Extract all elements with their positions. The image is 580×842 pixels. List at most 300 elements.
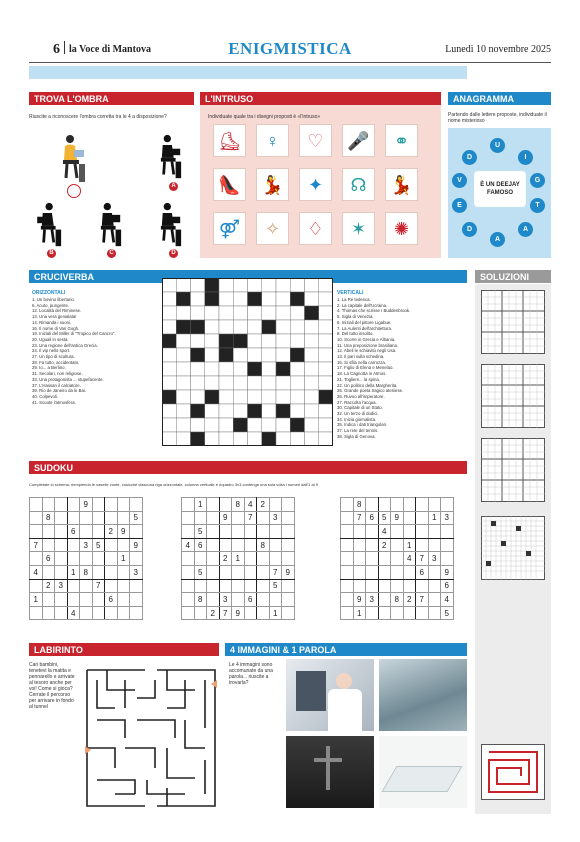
sudoku-cell[interactable]	[441, 525, 454, 539]
sudoku-cell[interactable]	[55, 538, 68, 552]
sudoku-cell[interactable]	[244, 565, 257, 579]
sudoku-cell[interactable]: 4	[378, 525, 391, 539]
crossword-cell[interactable]	[176, 292, 190, 306]
sudoku-cell[interactable]	[117, 579, 130, 593]
sudoku-cell[interactable]	[366, 498, 379, 512]
sudoku-cell[interactable]	[55, 525, 68, 539]
sudoku-cell[interactable]	[403, 606, 416, 620]
sudoku-cell[interactable]	[30, 511, 43, 525]
sudoku-cell[interactable]	[428, 593, 441, 607]
sudoku-cell[interactable]: 4	[30, 565, 43, 579]
sudoku-cell[interactable]	[130, 498, 143, 512]
crossword-cell[interactable]	[319, 278, 333, 292]
sudoku-cell[interactable]	[341, 552, 354, 566]
crossword-cell[interactable]	[262, 278, 276, 292]
sudoku-cell[interactable]	[391, 498, 404, 512]
sudoku-cell[interactable]	[282, 593, 295, 607]
sudoku-cell[interactable]: 7	[30, 538, 43, 552]
sudoku-cell[interactable]	[428, 538, 441, 552]
sudoku-cell[interactable]	[441, 498, 454, 512]
sudoku-cell[interactable]	[416, 498, 429, 512]
crossword-cell[interactable]	[233, 376, 247, 390]
crossword-cell[interactable]	[262, 320, 276, 334]
crossword-cell[interactable]	[290, 306, 304, 320]
sudoku-cell[interactable]	[366, 565, 379, 579]
crossword-cell[interactable]	[248, 334, 262, 348]
sudoku-cell[interactable]: 7	[353, 511, 366, 525]
pole-dancer-icon[interactable]: ♀	[256, 124, 289, 157]
crossword-cell[interactable]	[205, 376, 219, 390]
crossword-cell[interactable]	[319, 348, 333, 362]
sudoku-grid-1[interactable]	[29, 497, 143, 620]
sudoku-cell[interactable]	[403, 525, 416, 539]
sudoku-cell[interactable]	[366, 525, 379, 539]
sudoku-cell[interactable]	[194, 552, 207, 566]
sudoku-cell[interactable]	[341, 565, 354, 579]
dance-shoe-icon[interactable]: 👠	[213, 168, 246, 201]
sudoku-cell[interactable]	[42, 498, 55, 512]
sudoku-cell[interactable]	[207, 593, 220, 607]
crossword-cell[interactable]	[162, 404, 176, 418]
skater-icon[interactable]: ⛸	[213, 124, 246, 157]
crossword-cell[interactable]	[290, 348, 304, 362]
sudoku-cell[interactable]: 3	[80, 538, 93, 552]
option-d-badge[interactable]: D	[169, 249, 178, 258]
sudoku-cell[interactable]: 5	[441, 606, 454, 620]
crossword-cell[interactable]	[290, 292, 304, 306]
jumping-dancer-icon[interactable]: ✶	[342, 212, 375, 245]
sudoku-cell[interactable]	[269, 525, 282, 539]
sudoku-cell[interactable]	[257, 565, 270, 579]
sudoku-cell[interactable]: 6	[416, 565, 429, 579]
sudoku-cell[interactable]	[282, 552, 295, 566]
sudoku-cell[interactable]	[130, 593, 143, 607]
sudoku-cell[interactable]	[282, 606, 295, 620]
sudoku-cell[interactable]	[378, 552, 391, 566]
sudoku-cell[interactable]	[244, 579, 257, 593]
sudoku-cell[interactable]	[403, 498, 416, 512]
sudoku-cell[interactable]: 9	[219, 511, 232, 525]
sudoku-cell[interactable]	[269, 538, 282, 552]
sudoku-cell[interactable]	[269, 552, 282, 566]
crossword-cell[interactable]	[162, 432, 176, 446]
crossword-cell[interactable]	[319, 376, 333, 390]
crossword-cell[interactable]	[305, 348, 319, 362]
sudoku-cell[interactable]: 5	[92, 538, 105, 552]
crossword-cell[interactable]	[276, 362, 290, 376]
crossword-cell[interactable]	[262, 432, 276, 446]
crossword-cell[interactable]	[191, 320, 205, 334]
sudoku-cell[interactable]	[269, 498, 282, 512]
sudoku-cell[interactable]	[207, 579, 220, 593]
sudoku-cell[interactable]: 9	[117, 525, 130, 539]
sudoku-cell[interactable]: 7	[219, 606, 232, 620]
sudoku-cell[interactable]	[232, 511, 245, 525]
sudoku-cell[interactable]: 3	[366, 593, 379, 607]
sudoku-cell[interactable]	[42, 606, 55, 620]
sudoku-cell[interactable]	[92, 498, 105, 512]
sudoku-cell[interactable]	[105, 606, 118, 620]
sudoku-cell[interactable]	[92, 606, 105, 620]
crossword-cell[interactable]	[219, 292, 233, 306]
sudoku-cell[interactable]	[42, 538, 55, 552]
ballerina-icon[interactable]: ✦	[299, 168, 332, 201]
crossword-cell[interactable]	[205, 404, 219, 418]
sudoku-cell[interactable]	[182, 525, 195, 539]
sudoku-cell[interactable]: 7	[92, 579, 105, 593]
sudoku-cell[interactable]	[67, 511, 80, 525]
crossword-cell[interactable]	[205, 278, 219, 292]
crossword-cell[interactable]	[276, 292, 290, 306]
crossword-cell[interactable]	[233, 306, 247, 320]
sudoku-cell[interactable]	[341, 593, 354, 607]
sudoku-cell[interactable]: 9	[441, 565, 454, 579]
sudoku-cell[interactable]: 7	[269, 565, 282, 579]
sudoku-cell[interactable]	[67, 552, 80, 566]
sudoku-cell[interactable]	[232, 565, 245, 579]
crossword-cell[interactable]	[233, 362, 247, 376]
crossword-cell[interactable]	[219, 432, 233, 446]
sudoku-cell[interactable]: 5	[269, 579, 282, 593]
sudoku-cell[interactable]	[403, 565, 416, 579]
crossword-cell[interactable]	[319, 404, 333, 418]
sudoku-cell[interactable]	[282, 579, 295, 593]
sudoku-cell[interactable]	[219, 525, 232, 539]
leaping-dancer-icon[interactable]: ✺	[385, 212, 418, 245]
crossword-cell[interactable]	[176, 348, 190, 362]
sudoku-cell[interactable]: 2	[257, 498, 270, 512]
crossword-cell[interactable]	[191, 404, 205, 418]
crossword-cell[interactable]	[248, 432, 262, 446]
sudoku-cell[interactable]	[416, 511, 429, 525]
sudoku-cell[interactable]	[117, 538, 130, 552]
sudoku-cell[interactable]	[282, 525, 295, 539]
sudoku-cell[interactable]: 4	[441, 593, 454, 607]
sudoku-cell[interactable]	[130, 606, 143, 620]
sudoku-cell[interactable]	[105, 511, 118, 525]
crossword-cell[interactable]	[276, 320, 290, 334]
crossword-cell[interactable]	[205, 306, 219, 320]
sudoku-cell[interactable]	[207, 498, 220, 512]
crossword-cell[interactable]	[191, 292, 205, 306]
crossword-cell[interactable]	[276, 390, 290, 404]
sudoku-cell[interactable]: 7	[416, 593, 429, 607]
sudoku-cell[interactable]	[182, 511, 195, 525]
sudoku-cell[interactable]: 3	[428, 552, 441, 566]
sudoku-cell[interactable]	[244, 525, 257, 539]
crossword-cell[interactable]	[290, 362, 304, 376]
sudoku-cell[interactable]	[42, 565, 55, 579]
crossword-cell[interactable]	[290, 376, 304, 390]
dancing-couple-icon[interactable]: ⚭	[385, 124, 418, 157]
crossword-cell[interactable]	[162, 376, 176, 390]
sudoku-cell[interactable]: 1	[403, 538, 416, 552]
sudoku-cell[interactable]: 9	[282, 565, 295, 579]
crossword-cell[interactable]	[233, 334, 247, 348]
sudoku-cell[interactable]: 1	[428, 511, 441, 525]
crossword-cell[interactable]	[162, 278, 176, 292]
crossword-cell[interactable]	[176, 320, 190, 334]
crossword-cell[interactable]	[219, 348, 233, 362]
sudoku-cell[interactable]	[182, 552, 195, 566]
crossword-cell[interactable]	[219, 278, 233, 292]
sudoku-cell[interactable]	[30, 579, 43, 593]
sudoku-cell[interactable]: 9	[391, 511, 404, 525]
sudoku-cell[interactable]	[117, 565, 130, 579]
sudoku-cell[interactable]	[341, 511, 354, 525]
ballet-shoes-icon[interactable]: ♡	[299, 124, 332, 157]
crossword-cell[interactable]	[305, 278, 319, 292]
dance-couple-blue-icon[interactable]: ⚤	[213, 212, 246, 245]
crossword-cell[interactable]	[290, 390, 304, 404]
crossword-cell[interactable]	[290, 334, 304, 348]
crossword-cell[interactable]	[262, 376, 276, 390]
sudoku-cell[interactable]	[244, 606, 257, 620]
sudoku-cell[interactable]: 4	[182, 538, 195, 552]
crossword-cell[interactable]	[191, 348, 205, 362]
sudoku-cell[interactable]: 5	[194, 525, 207, 539]
sudoku-cell[interactable]	[416, 525, 429, 539]
sudoku-cell[interactable]	[182, 606, 195, 620]
sudoku-cell[interactable]: 8	[391, 593, 404, 607]
flamenco-dancer-icon[interactable]: 💃	[385, 168, 418, 201]
crossword-cell[interactable]	[219, 376, 233, 390]
crossword-cell[interactable]	[191, 362, 205, 376]
sudoku-cell[interactable]	[105, 538, 118, 552]
sudoku-cell[interactable]: 3	[269, 511, 282, 525]
sudoku-cell[interactable]: 9	[353, 593, 366, 607]
crossword-cell[interactable]	[191, 376, 205, 390]
sudoku-cell[interactable]	[67, 579, 80, 593]
sudoku-cell[interactable]: 6	[42, 552, 55, 566]
crossword-cell[interactable]	[248, 404, 262, 418]
crossword-cell[interactable]	[176, 334, 190, 348]
sudoku-cell[interactable]	[182, 498, 195, 512]
sudoku-cell[interactable]	[441, 538, 454, 552]
crossword-cell[interactable]	[233, 348, 247, 362]
crossword-cell[interactable]	[305, 334, 319, 348]
sudoku-cell[interactable]	[403, 579, 416, 593]
crossword-cell[interactable]	[176, 362, 190, 376]
sudoku-cell[interactable]	[244, 552, 257, 566]
crossword-cell[interactable]	[248, 292, 262, 306]
crossword-cell[interactable]	[205, 292, 219, 306]
sudoku-grid-3[interactable]	[340, 497, 454, 620]
sudoku-cell[interactable]	[257, 552, 270, 566]
sudoku-cell[interactable]	[194, 606, 207, 620]
sudoku-cell[interactable]: 6	[194, 538, 207, 552]
sudoku-cell[interactable]	[80, 579, 93, 593]
sudoku-cell[interactable]	[80, 552, 93, 566]
sudoku-cell[interactable]	[67, 538, 80, 552]
crossword-grid[interactable]	[162, 278, 333, 446]
crossword-cell[interactable]	[219, 334, 233, 348]
crossword-cell[interactable]	[276, 376, 290, 390]
sudoku-cell[interactable]: 8	[80, 565, 93, 579]
crossword-cell[interactable]	[276, 334, 290, 348]
sudoku-cell[interactable]: 1	[269, 606, 282, 620]
crossword-cell[interactable]	[162, 306, 176, 320]
sudoku-cell[interactable]	[282, 498, 295, 512]
sudoku-cell[interactable]	[80, 593, 93, 607]
sudoku-cell[interactable]	[366, 552, 379, 566]
sudoku-cell[interactable]	[207, 525, 220, 539]
sudoku-cell[interactable]	[232, 579, 245, 593]
contemporary-dancer-icon[interactable]: ✧	[256, 212, 289, 245]
microphone-icon[interactable]: 🎤	[342, 124, 375, 157]
crossword-cell[interactable]	[205, 432, 219, 446]
crossword-cell[interactable]	[176, 390, 190, 404]
sudoku-cell[interactable]	[117, 498, 130, 512]
sudoku-cell[interactable]	[257, 593, 270, 607]
crossword-cell[interactable]	[290, 432, 304, 446]
crossword-cell[interactable]	[276, 418, 290, 432]
crossword-cell[interactable]	[305, 306, 319, 320]
sudoku-cell[interactable]	[105, 498, 118, 512]
sudoku-cell[interactable]: 2	[403, 593, 416, 607]
sudoku-cell[interactable]: 6	[105, 593, 118, 607]
sudoku-cell[interactable]	[428, 565, 441, 579]
crossword-cell[interactable]	[290, 320, 304, 334]
crossword-cell[interactable]	[205, 348, 219, 362]
sudoku-cell[interactable]	[282, 511, 295, 525]
crossword-cell[interactable]	[233, 390, 247, 404]
crossword-cell[interactable]	[191, 418, 205, 432]
sudoku-cell[interactable]	[55, 498, 68, 512]
tango-dancers-icon[interactable]: 💃	[256, 168, 289, 201]
sudoku-cell[interactable]: 9	[232, 606, 245, 620]
option-a-badge[interactable]: A	[169, 182, 178, 191]
sudoku-cell[interactable]	[207, 565, 220, 579]
sudoku-cell[interactable]	[55, 552, 68, 566]
sudoku-cell[interactable]: 3	[441, 511, 454, 525]
crossword-cell[interactable]	[162, 418, 176, 432]
sudoku-cell[interactable]: 9	[130, 538, 143, 552]
sudoku-cell[interactable]	[130, 552, 143, 566]
crossword-cell[interactable]	[162, 334, 176, 348]
sudoku-cell[interactable]	[416, 606, 429, 620]
crossword-cell[interactable]	[162, 292, 176, 306]
crossword-cell[interactable]	[219, 306, 233, 320]
crossword-cell[interactable]	[276, 306, 290, 320]
sudoku-cell[interactable]: 8	[353, 498, 366, 512]
crossword-cell[interactable]	[248, 320, 262, 334]
sudoku-cell[interactable]: 2	[105, 525, 118, 539]
sudoku-cell[interactable]	[391, 538, 404, 552]
crossword-cell[interactable]	[305, 390, 319, 404]
sudoku-cell[interactable]	[30, 552, 43, 566]
sudoku-cell[interactable]	[182, 593, 195, 607]
sudoku-cell[interactable]	[428, 498, 441, 512]
crossword-cell[interactable]	[262, 348, 276, 362]
sudoku-cell[interactable]	[219, 538, 232, 552]
crossword-cell[interactable]	[233, 292, 247, 306]
sudoku-grid-2[interactable]	[181, 497, 295, 620]
sudoku-cell[interactable]	[207, 552, 220, 566]
sudoku-cell[interactable]	[353, 525, 366, 539]
crossword-cell[interactable]	[305, 418, 319, 432]
sudoku-cell[interactable]	[257, 579, 270, 593]
crossword-cell[interactable]	[248, 390, 262, 404]
sudoku-cell[interactable]: 7	[416, 552, 429, 566]
sudoku-cell[interactable]	[194, 579, 207, 593]
crossword-cell[interactable]	[191, 278, 205, 292]
sudoku-cell[interactable]	[55, 511, 68, 525]
sudoku-cell[interactable]	[67, 498, 80, 512]
sudoku-cell[interactable]: 5	[378, 511, 391, 525]
sudoku-cell[interactable]	[117, 606, 130, 620]
sudoku-cell[interactable]	[391, 606, 404, 620]
sudoku-cell[interactable]	[441, 552, 454, 566]
sudoku-cell[interactable]	[219, 565, 232, 579]
sudoku-cell[interactable]: 1	[117, 552, 130, 566]
sudoku-cell[interactable]: 1	[67, 565, 80, 579]
sudoku-cell[interactable]	[341, 538, 354, 552]
crossword-cell[interactable]	[276, 404, 290, 418]
crossword-cell[interactable]	[305, 404, 319, 418]
sudoku-cell[interactable]	[341, 498, 354, 512]
sudoku-cell[interactable]	[182, 565, 195, 579]
sudoku-cell[interactable]	[80, 525, 93, 539]
crossword-cell[interactable]	[319, 320, 333, 334]
sudoku-cell[interactable]	[130, 579, 143, 593]
crossword-cell[interactable]	[205, 320, 219, 334]
crossword-cell[interactable]	[219, 418, 233, 432]
sudoku-cell[interactable]	[428, 606, 441, 620]
sudoku-cell[interactable]: 3	[130, 565, 143, 579]
crossword-cell[interactable]	[319, 334, 333, 348]
sudoku-cell[interactable]: 2	[42, 579, 55, 593]
sudoku-cell[interactable]	[232, 525, 245, 539]
sudoku-cell[interactable]: 7	[244, 511, 257, 525]
sudoku-cell[interactable]	[105, 552, 118, 566]
sudoku-cell[interactable]: 5	[194, 565, 207, 579]
sudoku-cell[interactable]	[378, 565, 391, 579]
sudoku-cell[interactable]	[391, 565, 404, 579]
crossword-cell[interactable]	[205, 390, 219, 404]
pointe-shoes-icon[interactable]: ♢	[299, 212, 332, 245]
crossword-cell[interactable]	[191, 432, 205, 446]
crossword-cell[interactable]	[305, 320, 319, 334]
sudoku-cell[interactable]	[55, 593, 68, 607]
crossword-cell[interactable]	[319, 306, 333, 320]
sudoku-cell[interactable]	[194, 511, 207, 525]
sudoku-cell[interactable]	[130, 525, 143, 539]
sudoku-cell[interactable]	[341, 606, 354, 620]
sudoku-cell[interactable]	[366, 606, 379, 620]
crossword-cell[interactable]	[305, 432, 319, 446]
sudoku-cell[interactable]: 3	[55, 579, 68, 593]
sudoku-cell[interactable]	[391, 552, 404, 566]
crossword-cell[interactable]	[191, 390, 205, 404]
sudoku-cell[interactable]: 9	[80, 498, 93, 512]
sudoku-cell[interactable]	[353, 552, 366, 566]
sudoku-cell[interactable]	[403, 511, 416, 525]
maze[interactable]	[85, 668, 217, 808]
sudoku-cell[interactable]	[378, 593, 391, 607]
sudoku-cell[interactable]	[92, 565, 105, 579]
crossword-cell[interactable]	[262, 390, 276, 404]
crossword-cell[interactable]	[233, 418, 247, 432]
answer-circle[interactable]	[67, 184, 81, 198]
sudoku-cell[interactable]	[105, 579, 118, 593]
sudoku-cell[interactable]: 2	[207, 606, 220, 620]
sudoku-cell[interactable]	[80, 606, 93, 620]
crossword-cell[interactable]	[276, 278, 290, 292]
sudoku-cell[interactable]	[353, 565, 366, 579]
crossword-cell[interactable]	[290, 404, 304, 418]
crossword-cell[interactable]	[233, 432, 247, 446]
